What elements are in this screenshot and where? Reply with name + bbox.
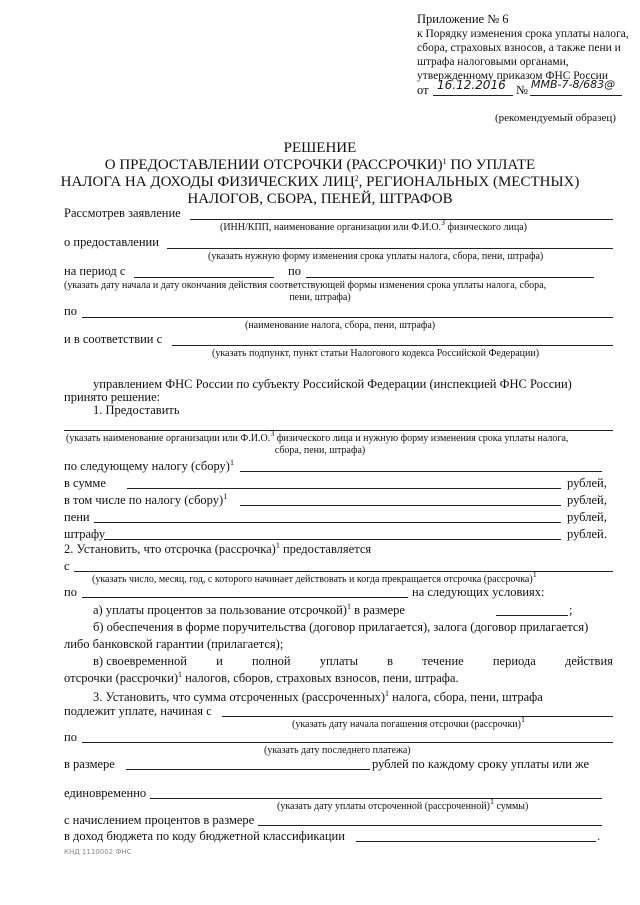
text-fragment: 2 bbox=[354, 174, 359, 183]
fine-currency: рублей. bbox=[567, 527, 607, 541]
point-3-to-label: по bbox=[64, 730, 77, 744]
condition-v-word: полной bbox=[251, 654, 291, 668]
authority-line-1: управлением ФНС России по субъекту Российской Федерации (инспекцией ФНС России) bbox=[93, 377, 572, 391]
period-hint-2: пени, штрафа) bbox=[289, 292, 351, 303]
sum-label: в сумме bbox=[64, 476, 106, 490]
text-fragment: (указать дату начала погашения отсрочки (рассрочки) bbox=[292, 719, 521, 730]
text-fragment: физического лица) bbox=[445, 222, 527, 233]
condition-b-line-2: либо банковской гарантии (прилагается); bbox=[64, 637, 284, 651]
accordance-hint: (указать подпункт, пункт статьи Налогового кодекса Российской Федерации) bbox=[212, 348, 540, 359]
text-fragment: ПО УПЛАТЕ bbox=[446, 157, 536, 173]
period-from-label: на период с bbox=[64, 264, 126, 278]
incl-tax-label bbox=[64, 493, 227, 507]
point-3-start-hint bbox=[292, 715, 525, 731]
text-fragment: 3 bbox=[441, 218, 446, 227]
point-3-start-label: подлежит уплате, начиная с bbox=[64, 704, 212, 718]
condition-v-word: действия bbox=[564, 654, 613, 668]
condition-a bbox=[93, 603, 405, 617]
point-2-to-field[interactable] bbox=[82, 597, 408, 598]
point-3-start-field[interactable] bbox=[222, 716, 613, 717]
text-fragment: 1 bbox=[346, 602, 351, 611]
point-1-hint-2: сбора, пени, штрафа) bbox=[274, 445, 366, 456]
recommended-sample-note: (рекомендуемый образец) bbox=[495, 112, 616, 124]
text-fragment: 1 bbox=[229, 458, 234, 467]
point-1-field[interactable] bbox=[64, 430, 613, 431]
point-3-text bbox=[93, 690, 543, 704]
fine-label: штрафу bbox=[64, 527, 106, 541]
title-line-4: НАЛОГОВ, СБОРА, ПЕНЕЙ, ШТРАФОВ bbox=[187, 191, 453, 207]
title-line-3 bbox=[0, 174, 640, 191]
text-fragment: отсрочки (рассрочки) bbox=[64, 671, 179, 685]
text-fragment: суммы) bbox=[493, 801, 529, 812]
text-fragment: в размере bbox=[350, 603, 405, 617]
text-fragment: 3 bbox=[270, 429, 275, 438]
penalty-label: пени bbox=[64, 510, 90, 524]
considered-label: Рассмотрев заявление bbox=[64, 206, 181, 220]
appendix-date-handwritten: 16.12.2016 bbox=[437, 78, 506, 92]
once-hint bbox=[277, 797, 529, 813]
budget-code-label: в доход бюджета по коду бюджетной классификации bbox=[64, 829, 345, 843]
period-hint-1: (указать дату начала и дату окончания действия соответствующей формы изменения срока уплаты налога, сбора, bbox=[64, 280, 547, 291]
condition-v-line-1 bbox=[93, 654, 613, 668]
point-1-label: 1. Предоставить bbox=[93, 403, 180, 417]
point-2-to-label: по bbox=[64, 585, 77, 599]
incl-tax-currency: рублей, bbox=[567, 493, 607, 507]
provision-label: о предоставлении bbox=[64, 235, 159, 249]
text-fragment: предоставляется bbox=[279, 542, 372, 556]
text-fragment: 1 bbox=[489, 797, 494, 806]
text-fragment: (указать дату уплаты отсроченной (рассроченной) bbox=[277, 801, 490, 812]
appendix-line-2: к Порядку изменения срока уплаты налога, bbox=[417, 28, 629, 40]
condition-b-line-1: б) обеспечения в форме поручительства (договор прилагается), залога (договор прилагается) bbox=[93, 620, 589, 634]
text-fragment: 1 bbox=[223, 492, 228, 501]
text-fragment: 1 bbox=[385, 689, 390, 698]
footer-form-code: КНД 1110002 ФНС bbox=[64, 848, 132, 856]
title-line-2 bbox=[0, 157, 640, 174]
interest-label: с начислением процентов в размере bbox=[64, 813, 255, 827]
condition-v-line-2 bbox=[64, 671, 459, 685]
budget-code-field[interactable] bbox=[356, 841, 596, 842]
text-fragment: (указать наименование организации или Ф.И.О. bbox=[66, 433, 271, 444]
text-fragment: 1 bbox=[442, 157, 447, 166]
text-fragment: по следующему налогу (сбору) bbox=[64, 459, 230, 473]
point-2-from-label: с bbox=[64, 559, 70, 573]
appendix-line-1: Приложение № 6 bbox=[417, 12, 509, 26]
appendix-line-4: штрафа налоговыми органами, bbox=[417, 56, 569, 68]
appendix-number-label: № bbox=[516, 83, 528, 97]
text-fragment: (ИНН/КПП, наименование организации или Ф.И.О. bbox=[220, 222, 442, 233]
text-fragment: 3. Установить, что сумма отсроченных (рассроченных) bbox=[93, 690, 386, 704]
interest-rate-field[interactable] bbox=[496, 615, 568, 616]
incl-tax-field[interactable] bbox=[240, 505, 561, 506]
tax-on-field[interactable] bbox=[82, 317, 613, 318]
condition-v-word: в) своевременной bbox=[93, 654, 187, 668]
appendix-from-label: от bbox=[417, 83, 429, 97]
appendix-line-5: утвержденному приказом ФНС России bbox=[417, 70, 608, 82]
tax-label bbox=[64, 459, 234, 473]
condition-v-word: течение bbox=[422, 654, 464, 668]
condition-v-word: в bbox=[387, 654, 394, 668]
sum-field[interactable] bbox=[127, 488, 561, 489]
point-2-text bbox=[64, 542, 371, 556]
period-to-field[interactable] bbox=[306, 277, 594, 278]
condition-v-word: уплаты bbox=[319, 654, 359, 668]
once-label: единовременно bbox=[64, 786, 147, 800]
penalty-currency: рублей, bbox=[567, 510, 607, 524]
tax-on-label: по bbox=[64, 304, 77, 318]
text-fragment: налогов, сборов, страховых взносов, пени, штрафа. bbox=[182, 671, 459, 685]
tax-field[interactable] bbox=[240, 471, 602, 472]
point-2-conditions: на следующих условиях: bbox=[412, 585, 545, 599]
interest-field[interactable] bbox=[258, 825, 602, 826]
point-1-hint bbox=[66, 429, 569, 445]
considered-hint bbox=[220, 218, 527, 234]
sum-currency: рублей, bbox=[567, 476, 607, 490]
title-decision: РЕШЕНИЕ bbox=[283, 140, 357, 156]
authority-line-2: принято решение: bbox=[64, 390, 161, 404]
text-fragment: а) уплаты процентов за пользование отсрочкой) bbox=[93, 603, 347, 617]
text-fragment: (указать число, месяц, год, с которого начинает действовать и когда прекращается отсрочка (рассрочка) bbox=[92, 574, 533, 585]
text-fragment: НАЛОГА НА ДОХОДЫ ФИЗИЧЕСКИХ ЛИЦ bbox=[60, 174, 355, 190]
budget-code-end: . bbox=[597, 829, 601, 843]
text-fragment: 2. Установить, что отсрочка (рассрочка) bbox=[64, 542, 276, 556]
provision-field[interactable] bbox=[167, 248, 613, 249]
appendix-number-handwritten: ММВ-7-8/683@ bbox=[531, 78, 616, 91]
provision-hint: (указать нужную форму изменения срока уплаты налога, сбора, пени, штрафа) bbox=[208, 251, 544, 262]
condition-v-word: и bbox=[216, 654, 223, 668]
text-fragment: в том числе по налогу (сбору) bbox=[64, 493, 224, 507]
installment-amount-field[interactable] bbox=[126, 769, 370, 770]
text-fragment: 1 bbox=[275, 541, 280, 550]
considered-field[interactable] bbox=[190, 219, 613, 220]
once-field[interactable] bbox=[150, 798, 602, 799]
text-fragment: физического лица и нужную форму изменения срока уплаты налога, bbox=[274, 433, 569, 444]
penalty-field[interactable] bbox=[94, 522, 561, 523]
text-fragment: 1 bbox=[520, 715, 525, 724]
installment-amount-tail: рублей по каждому сроку уплаты или же bbox=[372, 757, 590, 771]
appendix-line-3: сбора, страховых взносов, а также пени и bbox=[417, 42, 621, 54]
condition-a-end: ; bbox=[569, 603, 573, 617]
fine-field[interactable] bbox=[104, 539, 561, 540]
text-fragment: 1 bbox=[178, 670, 183, 679]
period-from-field[interactable] bbox=[134, 277, 274, 278]
text-fragment: налога, сбора, пени, штрафа bbox=[389, 690, 543, 704]
installment-amount-label: в размере bbox=[64, 757, 115, 771]
text-fragment: 1 bbox=[532, 570, 537, 579]
tax-on-hint: (наименование налога, сбора, пени, штрафа) bbox=[245, 320, 436, 331]
text-fragment: , РЕГИОНАЛЬНЫХ (МЕСТНЫХ) bbox=[358, 174, 580, 190]
point-3-to-hint: (указать дату последнего платежа) bbox=[264, 745, 411, 756]
period-to-label: по bbox=[288, 264, 301, 278]
condition-v-word: периода bbox=[492, 654, 536, 668]
point-3-to-field[interactable] bbox=[82, 742, 613, 743]
accordance-label: и в соответствии с bbox=[64, 332, 163, 346]
accordance-field[interactable] bbox=[172, 345, 613, 346]
text-fragment: О ПРЕДОСТАВЛЕНИИ ОТСРОЧКИ (РАССРОЧКИ) bbox=[104, 157, 443, 173]
